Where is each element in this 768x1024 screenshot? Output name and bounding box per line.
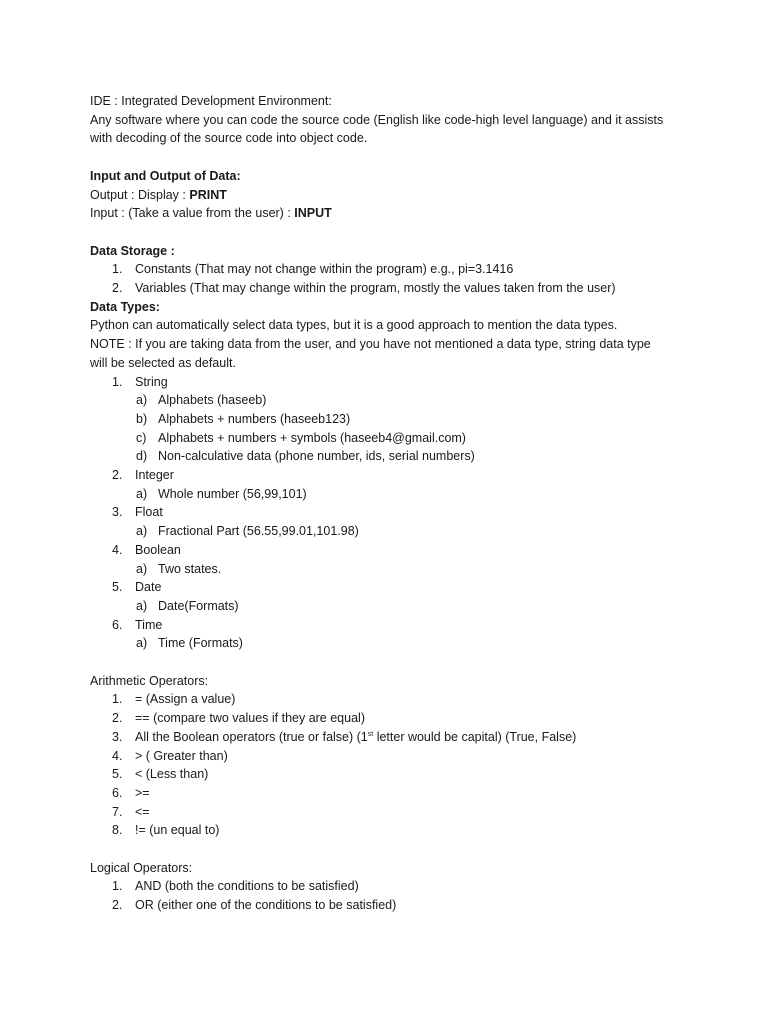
- output-line: [90, 186, 690, 205]
- list-item: 1. String: [112, 374, 168, 389]
- sub-list-item: c) Alphabets + numbers + symbols (haseeb4@gmail.com): [136, 430, 466, 445]
- list-item: 6. >=: [112, 785, 150, 800]
- types-line: Python can automatically select data types, but it is a good approach to mention the data types.: [90, 318, 618, 333]
- document-body: [90, 92, 690, 915]
- storage-heading: Data Storage :: [90, 243, 175, 258]
- arithmetic-list: [90, 690, 690, 840]
- types-note-line-1: NOTE : If you are taking data from the user, and you have not mentioned a data type, string data type: [90, 337, 651, 352]
- sub-list-item: b) Alphabets + numbers (haseeb123): [136, 411, 351, 426]
- sub-list-item: a) Time (Formats): [136, 636, 243, 651]
- ide-heading: IDE : Integrated Development Environment:: [90, 94, 332, 108]
- types-note-line-2: will be selected as default.: [90, 355, 236, 370]
- list-item: 1. Constants (That may not change within the program) e.g., pi=3.1416: [112, 262, 514, 277]
- list-item: 3. Float: [112, 505, 163, 520]
- sub-list-item: a) Two states.: [136, 561, 222, 576]
- sub-list-item: a) Date(Formats): [136, 598, 239, 613]
- list-item: 2. == (compare two values if they are equal): [112, 711, 365, 726]
- types-list: [90, 373, 690, 392]
- sub-list-item: d) Non-calculative data (phone number, ids, serial numbers): [136, 449, 475, 464]
- logical-list: [90, 877, 690, 914]
- ide-description-line-1: Any software where you can code the source code (English like code-high level language) and it assists: [90, 112, 664, 127]
- ide-description-line-2: with decoding of the source code into object code.: [90, 131, 368, 146]
- sub-list-item: a) Alphabets (haseeb): [136, 393, 267, 408]
- input-label: Input : (Take a value from the user) :: [90, 206, 295, 221]
- input-keyword: INPUT: [294, 206, 332, 221]
- list-item: 4. > ( Greater than): [112, 748, 228, 763]
- io-heading: Input and Output of Data:: [90, 168, 241, 183]
- logical-heading: Logical Operators:: [90, 860, 193, 875]
- sub-list-item: a) Whole number (56,99,101): [136, 486, 307, 501]
- list-item: 4. Boolean: [112, 542, 181, 557]
- list-item: 2. OR (either one of the conditions to be satisfied): [112, 898, 397, 913]
- input-line: [90, 204, 690, 223]
- list-item: 6. Time: [112, 617, 163, 632]
- output-keyword: PRINT: [189, 187, 227, 202]
- string-sublist: [90, 391, 690, 466]
- list-item: 1. = (Assign a value): [112, 692, 236, 707]
- storage-list: [90, 260, 690, 297]
- list-item: 7. <=: [112, 804, 150, 819]
- arithmetic-heading: Arithmetic Operators:: [90, 673, 209, 688]
- list-item: 3. All the Boolean operators (true or false) (1st letter would be capital) (True, False): [112, 729, 577, 744]
- list-item: 5. Date: [112, 580, 162, 595]
- list-item: 5. < (Less than): [112, 767, 209, 782]
- types-heading: Data Types:: [90, 299, 160, 314]
- list-item: 8. != (un equal to): [112, 823, 220, 838]
- list-item: 2. Variables (That may change within the program, mostly the values taken from the user): [112, 281, 616, 295]
- list-item: 2. Integer: [112, 468, 174, 483]
- output-label: Output : Display :: [90, 187, 190, 202]
- list-item: 1. AND (both the conditions to be satisfied): [112, 879, 359, 894]
- sub-list-item: a) Fractional Part (56.55,99.01,101.98): [136, 524, 359, 539]
